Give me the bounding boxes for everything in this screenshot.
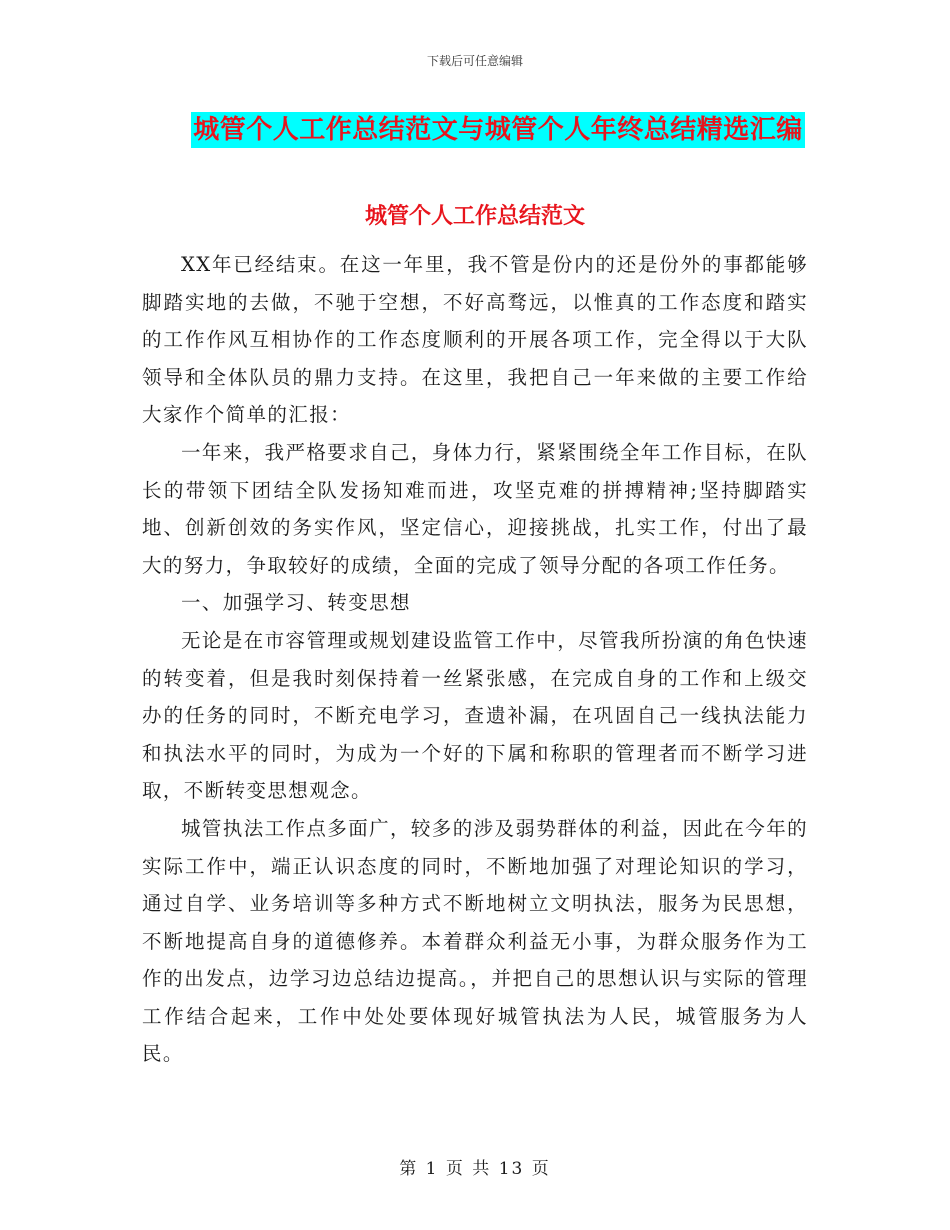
subsection-heading: 一、加强学习、转变思想 xyxy=(181,591,411,615)
section-title: 城管个人工作总结范文 xyxy=(364,203,585,229)
document-body xyxy=(142,246,808,1073)
page-header-note: 下载后可任意编辑 xyxy=(426,54,523,68)
document-title: 城管个人工作总结范文与城管个人年终总结精选汇编 xyxy=(191,112,805,148)
document-title-container xyxy=(0,112,950,148)
paragraph: 城管执法工作点多面广，较多的涉及弱势群体的利益，因此在今年的实际工作中，端正认识态度的同时，不断地加强了对理论知识的学习，通过自学、业务培训等多种方式不断地树立文明执法，服务为民思想，不断地提高自身的道德修养。本着群众利益无小事，为群众服务作为工作的出发点，边学习边总结边提高。，并把自己的思想认识与实际的管理工作结合起来，工作中处处要体现好城管执法为人民，城管服务为人民。 xyxy=(142,816,809,1066)
paragraph: 一年来，我严格要求自己，身体力行，紧紧围绕全年工作目标，在队长的带领下团结全队发扬知难而进，攻坚克难的拼搏精神;坚持脚踏实地、创新创效的务实作风，坚定信心，迎接挑战，扎实工作，付出了最大的努力，争取较好的成绩，全面的完成了领导分配的各项工作任务。 xyxy=(142,440,809,577)
page-number-footer: 第 1 页 共 13 页 xyxy=(399,1159,551,1179)
paragraph: XX年已经结束。在这一年里，我不管是份内的还是份外的事都能够脚踏实地的去做，不驰于空想，不好高骛远，以惟真的工作态度和踏实的工作作风互相协作的工作态度顺利的开展各项工作，完全得以于大队领导和全体队员的鼎力支持。在这里，我把自己一年来做的主要工作给大家作个简单的汇报： xyxy=(142,253,808,427)
paragraph: 无论是在市容管理或规划建设监管工作中，尽管我所扮演的角色快速的转变着，但是我时刻保持着一丝紧张感，在完成自身的工作和上级交办的任务的同时，不断充电学习，查遗补漏，在巩固自己一线执法能力和执法水平的同时，为成为一个好的下属和称职的管理者而不断学习进取，不断转变思想观念。 xyxy=(142,628,809,803)
